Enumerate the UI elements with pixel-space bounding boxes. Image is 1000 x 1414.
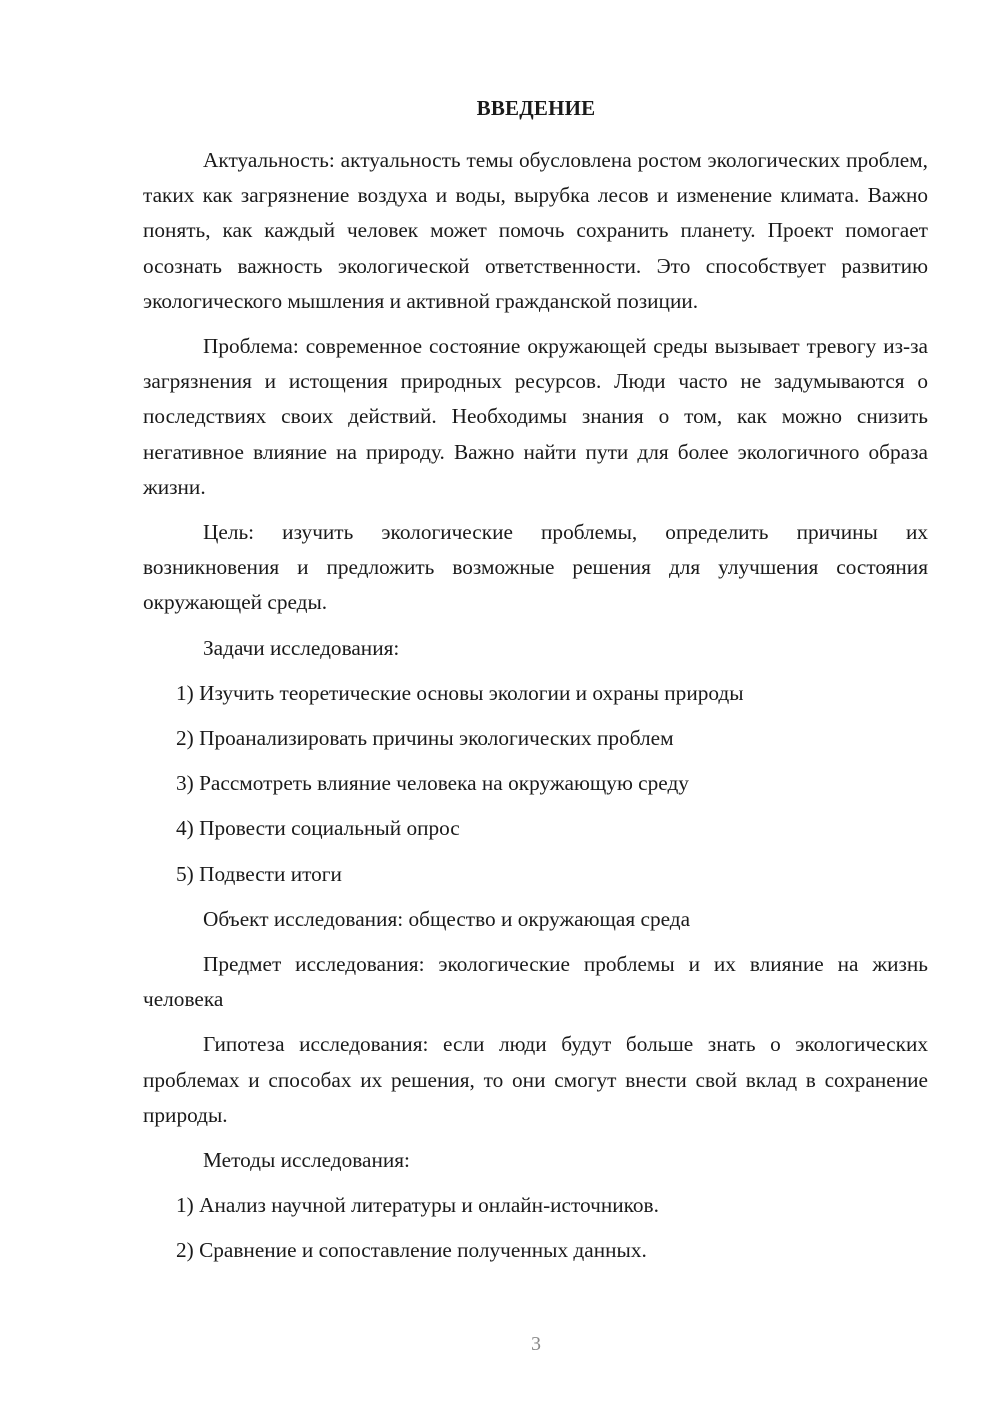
task-item: 2) Проанализировать причины экологических проблем (176, 726, 674, 751)
tasks-list (143, 676, 928, 892)
object-line: Объект исследования: общество и окружающая среда (203, 906, 691, 931)
section-title: ВВЕДЕНИЕ (476, 96, 596, 120)
task-item: 3) Рассмотреть влияние человека на окружающую среду (176, 771, 689, 796)
task-item: 5) Подвести итоги (176, 861, 342, 886)
method-item: 1) Анализ научной литературы и онлайн-источников. (176, 1193, 659, 1218)
page-number: 3 (531, 1333, 541, 1355)
method-item: 2) Сравнение и сопоставление полученных данных. (176, 1238, 647, 1263)
methods-list (143, 1188, 928, 1268)
subject-paragraph: Предмет исследования: экологические проблемы и их влияние на жизнь человека (143, 952, 928, 1012)
task-item: 4) Провести социальный опрос (176, 816, 460, 841)
tasks-heading: Задачи исследования: (203, 635, 400, 660)
methods-heading: Методы исследования: (203, 1148, 410, 1173)
problem-paragraph: Проблема: современное состояние окружающей среды вызывает тревогу из-за загрязнения и истощения природных ресурсов. Люди часто не задумываются о последствиях своих действий. Необходимы знания о том, как можно снизить негативное влияние на природу. Важно найти пути для более экологичного образа жизни. (143, 334, 928, 499)
task-item: 1) Изучить теоретические основы экологии и охраны природы (176, 680, 744, 705)
document-body (143, 143, 928, 1279)
hypothesis-paragraph: Гипотеза исследования: если люди будут больше знать о экологических проблемах и способах их решения, то они смогут внести свой вклад в сохранение природы. (143, 1032, 928, 1127)
relevance-paragraph: Актуальность: актуальность темы обусловлена ростом экологических проблем, таких как загрязнение воздуха и воды, вырубка лесов и изменение климата. Важно понять, как каждый человек может помочь сохранить планету. Проект помогает осознать важность экологической ответственности. Это способствует развитию экологического мышления и активной гражданской позиции. (143, 148, 928, 313)
goal-paragraph: Цель: изучить экологические проблемы, определить причины их возникновения и предложить возможные решения для улучшения состояния окружающей среды. (143, 520, 928, 615)
